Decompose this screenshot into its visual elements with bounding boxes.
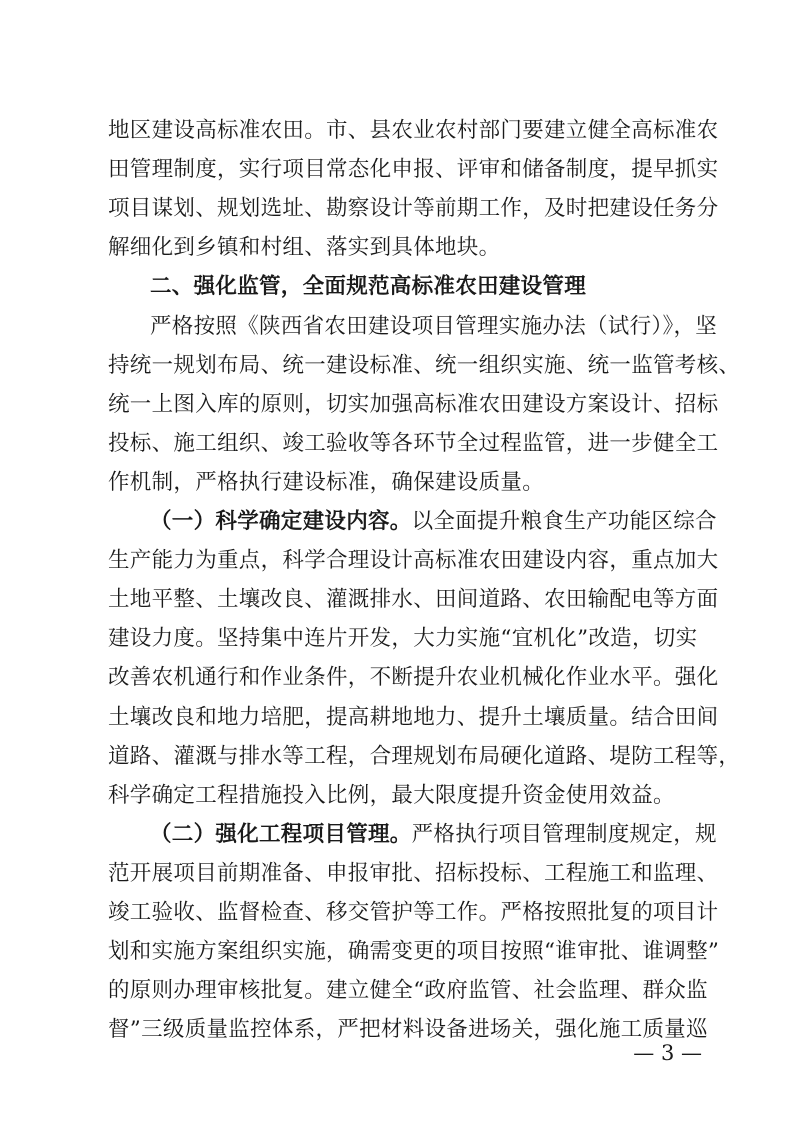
subsection-text: 以全面提升粮食生产功能区综合 [411, 509, 717, 534]
body-line: 作机制，严格执行建设标准，确保建设质量。 [108, 469, 545, 495]
body-line: 道路、灌溉与排水等工程，合理规划布局硬化道路、堤防工程等， [108, 743, 741, 769]
page-number: — 3 — [633, 1041, 702, 1065]
body-line: 项目谋划、规划选址、勘察设计等前期工作，及时把建设任务分 [108, 196, 719, 222]
body-line: 地区建设高标准农田。市、县农业农村部门要建立健全高标准农 [108, 118, 719, 143]
body-line: 持统一规划布局、统一建设标准、统一组织实施、统一监管考核、 [108, 352, 741, 378]
body-line: 严格按照《陕西省农田建设项目管理实施办法（试行）》，坚 [150, 313, 718, 339]
body-line: 竣工验收、监督检查、移交管护等工作。严格按照批复的项目计 [108, 900, 719, 925]
body-line: 督”三级质量监控体系，严把材料设备进场关，强化施工质量巡 [108, 1017, 708, 1043]
body-line: 划和实施方案组织实施，确需变更的项目按照“谁审批、谁调整” [108, 939, 720, 965]
body-line: 田管理制度，实行项目常态化申报、评审和储备制度，提早抓实 [108, 157, 719, 183]
body-line: 土壤改良和地力培肥，提高耕地地力、提升土壤质量。结合田间 [108, 704, 719, 730]
body-line: 统一上图入库的原则，切实加强高标准农田建设方案设计、招标 [108, 391, 719, 417]
section-heading: 二、强化监管，全面规范高标准农田建设管理 [150, 274, 587, 300]
body-line: 范开展项目前期准备、申报审批、招标投标、工程施工和监理、 [108, 860, 719, 886]
subsection-text: 严格执行项目管理制度规定，规 [411, 821, 717, 847]
subsection-line [150, 507, 717, 537]
body-line: 改善农机通行和作业条件，不断提升农业机械化作业水平。强化 [108, 665, 719, 691]
subsection-line [150, 820, 717, 850]
body-line: 生产能力为重点，科学合理设计高标准农田建设内容，重点加大 [108, 548, 719, 574]
body-line: 的原则办理审核批复。建立健全“政府监管、社会监理、群众监 [108, 978, 708, 1004]
body-line: 投标、施工组织、竣工验收等各环节全过程监管，进一步健全工 [108, 430, 719, 456]
body-line: 土地平整、土壤改良、灌溉排水、田间道路、农田输配电等方面 [108, 587, 719, 613]
subsection-title: （二）强化工程项目管理。 [150, 821, 412, 847]
body-line: 建设力度。坚持集中连片开发，大力实施“宜机化”改造，切实 [108, 626, 698, 652]
body-line: 解细化到乡镇和村组、落实到具体地块。 [108, 235, 501, 261]
subsection-title: （一）科学确定建设内容。 [150, 509, 412, 534]
body-line: 科学确定工程措施投入比例，最大限度提升资金使用效益。 [108, 782, 675, 808]
